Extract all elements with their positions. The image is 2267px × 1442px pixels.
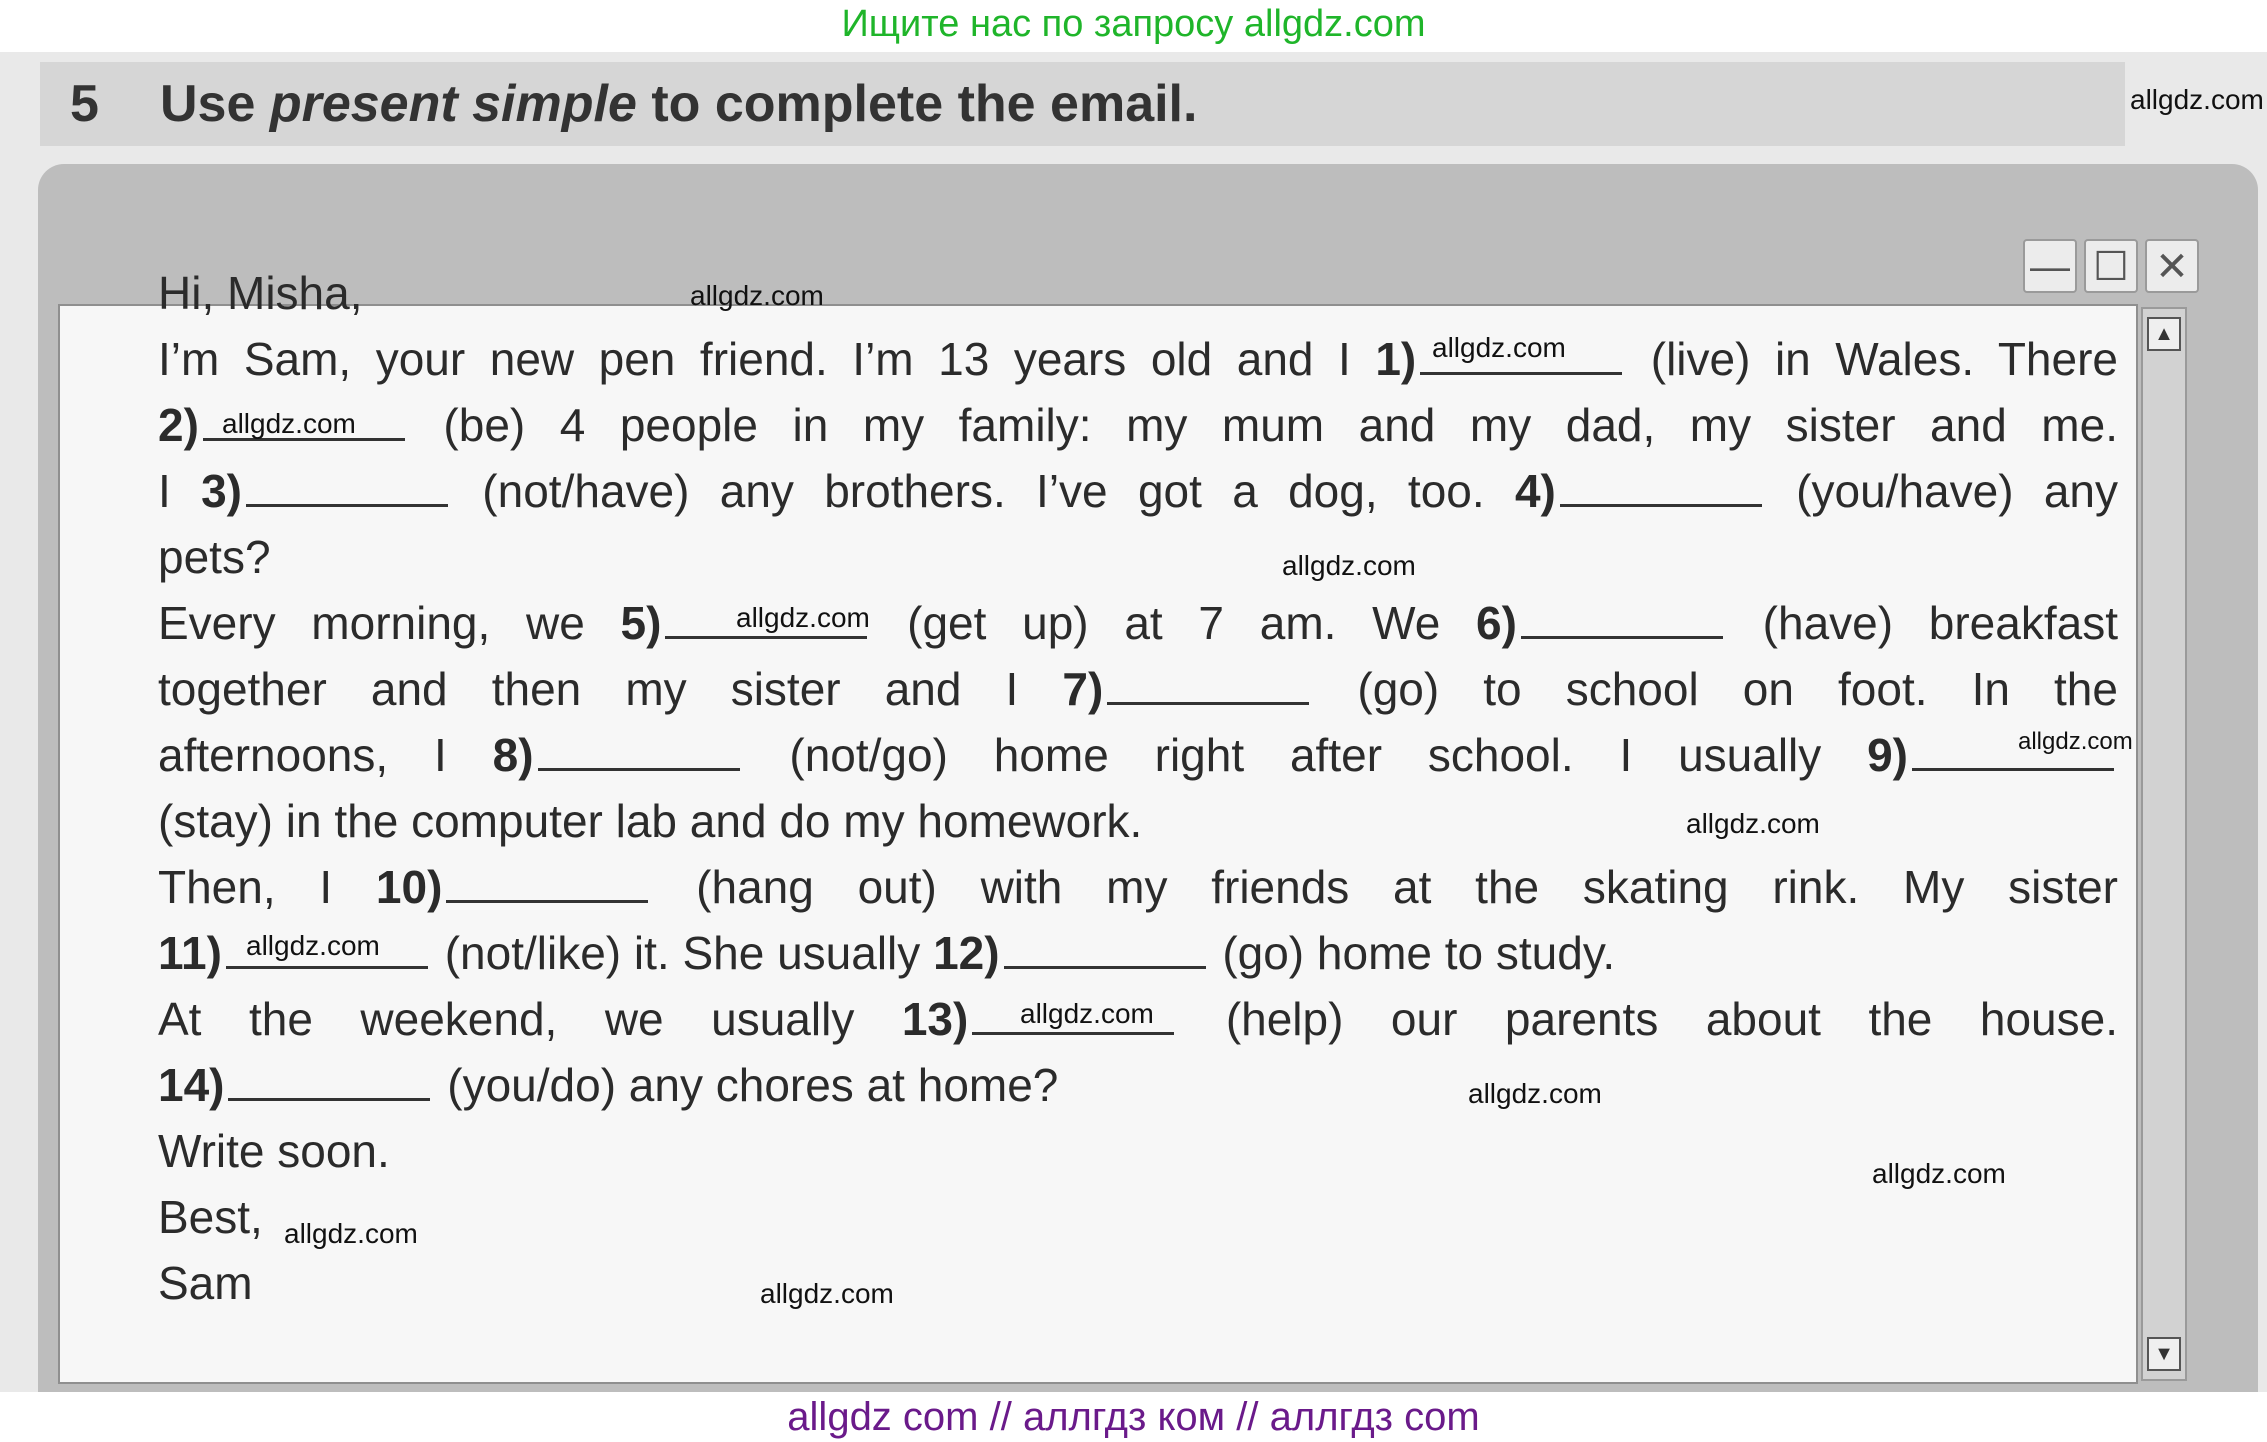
- title-emphasis: present simple: [269, 75, 637, 133]
- email-line: [158, 590, 2118, 656]
- gap-number: 5): [620, 597, 662, 649]
- watermark: allgdz.com: [1282, 550, 1416, 581]
- email-text: [158, 260, 2118, 1316]
- close-icon[interactable]: ✕: [2145, 239, 2199, 293]
- scroll-up-icon[interactable]: ▲: [2147, 317, 2181, 351]
- text: (not/have) any brothers. I’ve got a dog, too.: [452, 465, 1515, 517]
- text: afternoons, I: [158, 729, 493, 781]
- answer-blank[interactable]: [1107, 664, 1309, 705]
- gap-number: 6): [1476, 597, 1517, 649]
- watermark: allgdz.com: [1686, 808, 1820, 839]
- answer-blank[interactable]: [1521, 598, 1723, 639]
- watermark: allgdz.com: [2018, 728, 2133, 755]
- top-banner: Ищите нас по запросу allgdz.com: [841, 3, 1426, 45]
- gap-number: 10): [375, 861, 443, 913]
- exercise-title: [160, 64, 1197, 144]
- answer-blank[interactable]: [246, 466, 448, 507]
- gap-number: 11): [158, 927, 222, 979]
- text: At the weekend, we usually: [158, 993, 902, 1045]
- title-part: Use: [160, 75, 270, 133]
- watermark: allgdz.com: [760, 1278, 894, 1309]
- email-line: [158, 326, 2118, 392]
- maximize-icon[interactable]: ☐: [2084, 239, 2138, 293]
- text: (hang out) with my friends at the skating rink. My sister: [652, 861, 2118, 913]
- email-line: pets?: [158, 531, 271, 583]
- email-line: [158, 722, 2118, 788]
- text: (get up) at 7 am. We: [871, 597, 1477, 649]
- answer-blank[interactable]: [1560, 466, 1762, 507]
- text: (not/like) it. She usually: [431, 927, 934, 979]
- email-line: [158, 1052, 2118, 1118]
- email-line: [158, 920, 2118, 986]
- text: together and then my sister and I: [158, 663, 1063, 715]
- text: (help) our parents about the house.: [1178, 993, 2119, 1045]
- email-line: [158, 458, 2118, 524]
- watermark: allgdz.com: [736, 602, 870, 633]
- email-line: (stay) in the computer lab and do my homework.: [158, 795, 1143, 847]
- answer-blank[interactable]: [1004, 928, 1206, 969]
- text: (go) to school on foot. In the: [1313, 663, 2118, 715]
- watermark: allgdz.com: [222, 408, 356, 439]
- email-line: [158, 392, 2118, 458]
- minimize-icon[interactable]: —: [2023, 239, 2077, 293]
- email-closing: Write soon.: [158, 1125, 390, 1177]
- bottom-banner: allgdz com // аллгдз ком // аллгдз com: [787, 1395, 1480, 1439]
- gap-number: 7): [1062, 663, 1104, 715]
- gap-number: 9): [1867, 729, 1908, 781]
- watermark: allgdz.com: [690, 280, 824, 311]
- gap-number: 8): [492, 729, 534, 781]
- text: I’m Sam, your new pen friend. I’m 13 years old and I: [158, 333, 1376, 385]
- watermark: allgdz.com: [284, 1218, 418, 1249]
- text: (have) breakfast: [1726, 597, 2118, 649]
- text: (you/have) any: [1765, 465, 2118, 517]
- text: (go) home to study.: [1209, 927, 1616, 979]
- gap-number: 12): [933, 927, 1000, 979]
- email-greeting: Hi, Misha,: [158, 267, 363, 319]
- gap-number: 13): [901, 993, 969, 1045]
- text: I: [158, 465, 202, 517]
- email-sign-off: Best,: [158, 1191, 263, 1243]
- watermark: allgdz.com: [1020, 998, 1154, 1029]
- email-line: [158, 854, 2118, 920]
- scroll-down-icon[interactable]: ▼: [2147, 1337, 2181, 1371]
- email-line: [158, 656, 2118, 722]
- answer-blank[interactable]: [538, 730, 740, 771]
- text: (you/do) any chores at home?: [434, 1059, 1059, 1111]
- gap-number: 14): [158, 1059, 225, 1111]
- text: Then, I: [158, 861, 376, 913]
- workbook-page: [0, 52, 2267, 1392]
- watermark: allgdz.com: [1468, 1078, 1602, 1109]
- text: (be) 4 people in my family: my mum and my dad, my sister and me.: [408, 399, 2118, 451]
- gap-number: 2): [158, 399, 199, 451]
- answer-blank[interactable]: [228, 1060, 430, 1101]
- watermark: allgdz.com: [1432, 332, 1566, 363]
- text: Every morning, we: [158, 597, 621, 649]
- title-part: to complete the email.: [636, 75, 1198, 133]
- gap-number: 4): [1514, 465, 1556, 517]
- watermark: allgdz.com: [246, 930, 380, 961]
- exercise-number: 5: [70, 75, 99, 133]
- gap-number: 3): [201, 465, 242, 517]
- text: (live) in Wales. There: [1626, 333, 2119, 385]
- gap-number: 1): [1375, 333, 1417, 385]
- answer-blank[interactable]: [446, 862, 648, 903]
- text: (not/go) home right after school. I usually: [743, 729, 1868, 781]
- watermark: allgdz.com: [2130, 84, 2264, 115]
- email-signature: Sam: [158, 1257, 253, 1309]
- scrollbar[interactable]: [2141, 307, 2187, 1381]
- watermark: allgdz.com: [1872, 1158, 2006, 1189]
